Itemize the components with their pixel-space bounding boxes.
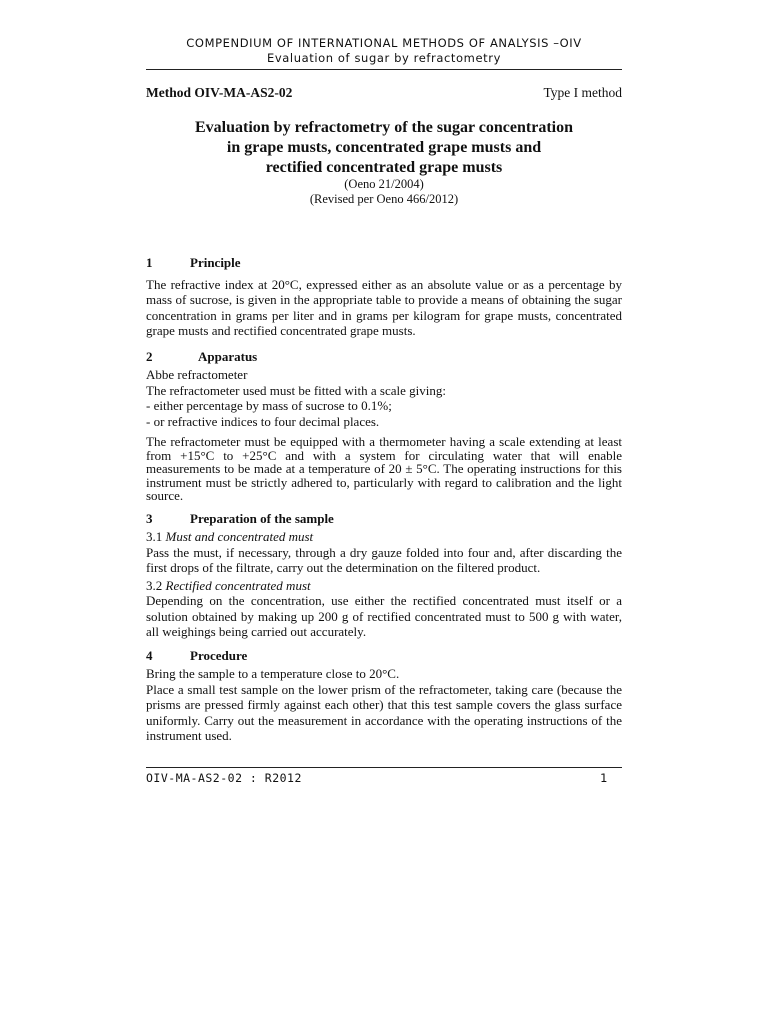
section-number: 3	[146, 510, 153, 526]
apparatus-line: - or refractive indices to four decimal places.	[146, 413, 380, 429]
method-type: Type I method	[543, 85, 622, 100]
header-method-title: Evaluation of sugar by refractometry	[266, 51, 501, 65]
page-number: 1	[600, 771, 608, 785]
method-row	[146, 85, 622, 101]
section-title: Apparatus	[198, 348, 258, 364]
subsection-text-3-1: Pass the must, if necessary, through a dry gauze folded into four and, after discarding the first drops of the filtrate, carry out the determination on the filtered product.	[146, 544, 622, 575]
subsection-title: Rectified concentrated must	[165, 577, 311, 593]
section-heading-apparatus	[146, 349, 622, 365]
section-heading-principle	[146, 255, 622, 271]
section-number: 4	[146, 647, 153, 663]
header-compendium: COMPENDIUM OF INTERNATIONAL METHODS OF ANALYSIS –OIV	[186, 36, 582, 50]
title-line-3: rectified concentrated grape musts	[265, 159, 503, 176]
section-heading-preparation	[146, 511, 622, 527]
title-line-1: Evaluation by refractometry of the sugar concentration	[194, 119, 573, 136]
method-id: Method OIV-MA-AS2-02	[146, 85, 293, 100]
footer-document-code: OIV-MA-AS2-02 : R2012	[146, 771, 302, 785]
revision-reference: (Revised per Oeno 466/2012)	[309, 192, 459, 206]
section-number: 1	[146, 255, 153, 270]
section-title: Procedure	[190, 647, 248, 663]
apparatus-line: The refractometer used must be fitted with a scale giving:	[146, 382, 446, 398]
section-number: 2	[146, 348, 153, 364]
running-header	[146, 36, 622, 70]
section-heading-procedure	[146, 648, 622, 664]
procedure-text: Place a small test sample on the lower prism of the refractometer, taking care (because the prisms are pressed firmly against each other) that this test sample covers the glass surface uniformly. Carry out the measurement in accordance with the operating instructions of the instrument used.	[146, 681, 622, 743]
apparatus-line: Abbe refractometer	[146, 367, 248, 382]
apparatus-text: The refractometer must be equipped with a thermometer having a scale extending at least from +15°C to +25°C and with a system for circulating water that will enable measurements to be made at a temperature of 20 ± 5°C. The operating instructions for this instrument must be strictly adhered to, particularly with regard to calibration and the light source.	[146, 434, 622, 503]
section-title: Principle	[190, 255, 241, 270]
section-title: Preparation of the sample	[190, 510, 334, 526]
page-footer	[146, 767, 622, 785]
title-references	[146, 177, 622, 207]
subsection-title: Must and concentrated must	[165, 529, 314, 544]
subsection-number: 3.1	[146, 529, 163, 544]
procedure-line: Bring the sample to a temperature close to 20°C.	[146, 666, 400, 681]
oeno-reference: (Oeno 21/2004)	[344, 177, 424, 191]
subsection-heading-3-1	[146, 529, 622, 545]
apparatus-line: - either percentage by mass of sucrose to 0.1%;	[146, 398, 392, 413]
subsection-number: 3.2	[146, 577, 163, 593]
title-line-2: in grape musts, concentrated grape musts and	[226, 139, 542, 156]
document-body	[146, 255, 622, 750]
subsection-heading-3-2	[146, 578, 622, 594]
document-title	[146, 118, 622, 178]
principle-text: The refractive index at 20°C, expressed either as an absolute value or as a percentage by mass of sucrose, is given in the appropriate table to provide a means of obtaining the sugar concentration in grams per liter and in grams per kilogram for grape musts, concentrated grape musts and rectified concentrated grape musts.	[146, 276, 622, 338]
subsection-text-3-2: Depending on the concentration, use either the rectified concentrated must itself or a solution obtained by making up 200 g of rectified concentrated must to 500 g with water, all weighings being carried out accurately.	[146, 593, 622, 639]
